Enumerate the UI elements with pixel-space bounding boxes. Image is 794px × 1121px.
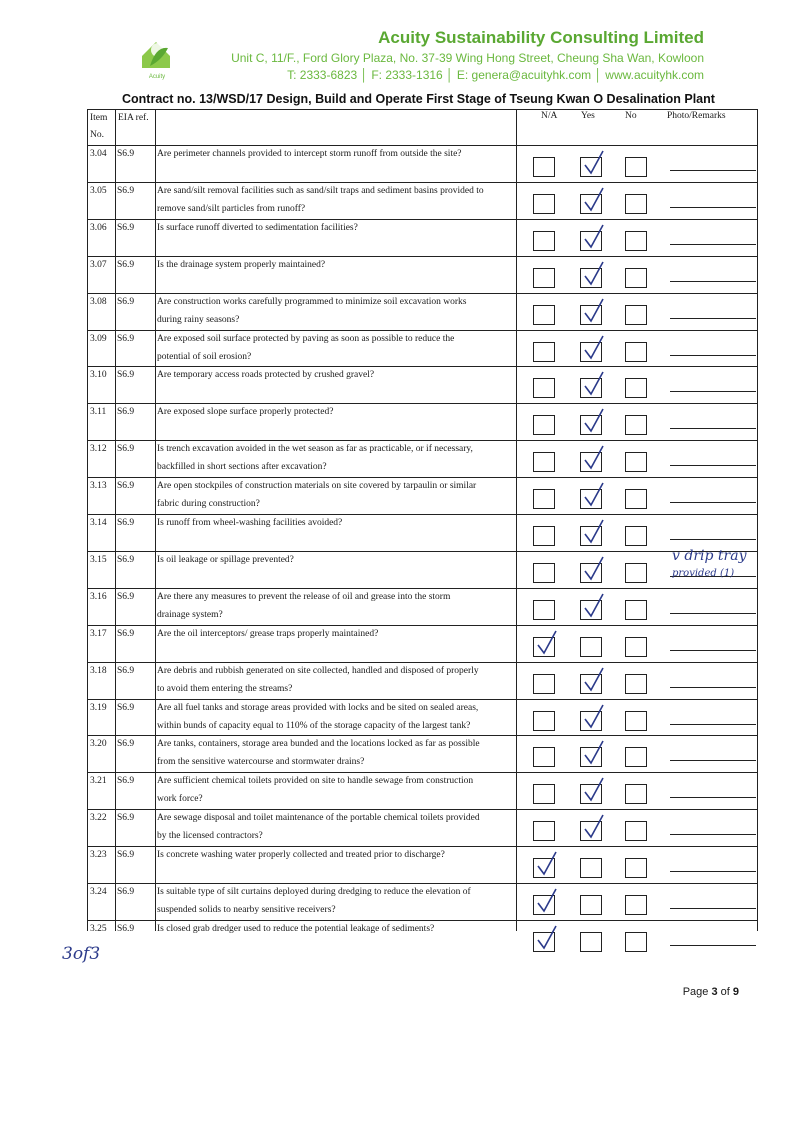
checkmark-icon — [581, 481, 607, 509]
item-number: 3.25 — [90, 923, 107, 934]
checkbox-no[interactable] — [625, 305, 647, 325]
remarks-line[interactable] — [670, 281, 756, 282]
company-contact: T: 2333-6823 │ F: 2333-1316 │ E: genera@acuityhk.com │ www.acuityhk.com — [287, 68, 704, 82]
contract-title: Contract no. 13/WSD/17 Design, Build and Operate First Stage of Tseung Kwan O Desalination Plant — [122, 92, 715, 106]
item-number: 3.21 — [90, 776, 107, 787]
eia-ref: S6.9 — [117, 333, 135, 344]
checkmark-icon — [581, 223, 607, 251]
checkbox-no[interactable] — [625, 157, 647, 177]
handwritten-page-note: 3of3 — [62, 944, 101, 964]
checkbox-na[interactable] — [533, 821, 555, 841]
checkbox-no[interactable] — [625, 415, 647, 435]
svg-text:Acuity: Acuity — [148, 74, 166, 80]
question-text: Are open stockpiles of construction materials on site covered by tarpaulin or similar — [157, 481, 477, 492]
remarks-line[interactable] — [670, 170, 756, 171]
table-row — [87, 735, 758, 772]
checkbox-no[interactable] — [625, 784, 647, 804]
question-text: Is runoff from wheel-washing facilities avoided? — [157, 518, 343, 528]
eia-ref: S6.9 — [117, 628, 135, 639]
checkbox-yes[interactable] — [580, 895, 602, 915]
checkbox-no[interactable] — [625, 600, 647, 620]
eia-ref: S6.9 — [117, 407, 135, 418]
remarks-line[interactable] — [670, 244, 756, 245]
remarks-line[interactable] — [670, 318, 756, 319]
question-text-cont: from the sensitive watercourse and stormwater drains? — [157, 757, 365, 768]
company-logo — [128, 26, 186, 82]
checkbox-no[interactable] — [625, 747, 647, 767]
checkmark-icon — [534, 629, 560, 657]
checkbox-no[interactable] — [625, 637, 647, 657]
remarks-line[interactable] — [670, 428, 756, 429]
item-number: 3.20 — [90, 739, 107, 750]
header-item: Item — [90, 113, 108, 123]
table-row — [87, 809, 758, 846]
remarks-line[interactable] — [670, 465, 756, 466]
checkmark-icon — [581, 666, 607, 694]
remarks-line[interactable] — [670, 650, 756, 651]
item-number: 3.12 — [90, 444, 107, 455]
checkbox-na[interactable] — [533, 378, 555, 398]
item-number: 3.09 — [90, 333, 107, 344]
table-row — [87, 256, 758, 293]
item-number: 3.24 — [90, 887, 107, 897]
table-row — [87, 366, 758, 403]
checkbox-no[interactable] — [625, 231, 647, 251]
question-text: Is concrete washing water properly collected and treated prior to discharge? — [157, 850, 445, 861]
remarks-line[interactable] — [670, 724, 756, 725]
checkbox-na[interactable] — [533, 489, 555, 509]
question-text: Is oil leakage or spillage prevented? — [157, 554, 294, 565]
item-number: 3.13 — [90, 481, 107, 492]
question-text: Is trench excavation avoided in the wet season as far as practicable, or if necessary, — [157, 444, 473, 455]
eia-ref: S6.9 — [117, 481, 135, 492]
checkbox-yes[interactable] — [580, 858, 602, 878]
checkmark-icon — [581, 518, 607, 546]
item-number: 3.19 — [90, 702, 107, 713]
remarks-line[interactable] — [670, 355, 756, 356]
table-row — [87, 772, 758, 809]
item-number: 3.23 — [90, 850, 107, 861]
item-number: 3.15 — [90, 554, 107, 565]
table-row — [87, 551, 758, 588]
checkbox-na[interactable] — [533, 711, 555, 731]
checkmark-icon — [581, 297, 607, 325]
table-row — [87, 219, 758, 256]
eia-ref: S6.9 — [117, 518, 135, 528]
item-number: 3.22 — [90, 813, 107, 824]
checkbox-no[interactable] — [625, 711, 647, 731]
checkbox-na[interactable] — [533, 342, 555, 362]
table-row — [87, 440, 758, 477]
remarks-line[interactable] — [670, 797, 756, 798]
eia-ref: S6.9 — [117, 222, 135, 233]
table-row — [87, 182, 758, 219]
table-row — [87, 883, 758, 920]
question-text: Are there any measures to prevent the release of oil and grease into the storm — [157, 591, 451, 602]
eia-ref: S6.9 — [117, 887, 135, 897]
header-yes: Yes — [581, 111, 595, 121]
checkbox-no[interactable] — [625, 895, 647, 915]
table-row — [87, 625, 758, 662]
header-remarks: Photo/Remarks — [667, 111, 726, 121]
eia-ref: S6.9 — [117, 185, 135, 196]
checkmark-icon — [581, 813, 607, 841]
question-text: Are sufficient chemical toilets provided on site to handle sewage from construction — [157, 776, 474, 787]
checkbox-na[interactable] — [533, 600, 555, 620]
checkbox-no[interactable] — [625, 674, 647, 694]
table-row — [87, 846, 758, 883]
item-number: 3.04 — [90, 149, 107, 159]
item-number: 3.18 — [90, 665, 107, 676]
checkbox-no[interactable] — [625, 452, 647, 472]
item-number: 3.08 — [90, 296, 107, 307]
table-row — [87, 145, 758, 182]
item-number: 3.17 — [90, 628, 107, 639]
checkmark-icon — [534, 924, 560, 952]
table-row — [87, 699, 758, 736]
remarks-line[interactable] — [670, 871, 756, 872]
question-text: Are debris and rubbish generated on site collected, handled and disposed of properly — [157, 665, 479, 676]
checkmark-icon — [581, 260, 607, 288]
checkmark-icon — [581, 186, 607, 214]
remarks-line[interactable] — [670, 687, 756, 688]
question-text: Are exposed slope surface properly protected? — [157, 407, 334, 418]
table-row — [87, 662, 758, 699]
checkbox-no[interactable] — [625, 378, 647, 398]
checkmark-icon — [534, 850, 560, 878]
checkbox-na[interactable] — [533, 231, 555, 251]
checkbox-na[interactable] — [533, 452, 555, 472]
checkbox-no[interactable] — [625, 342, 647, 362]
table-row — [87, 330, 758, 367]
question-text: Are all fuel tanks and storage areas provided with locks and be sited on sealed areas, — [157, 702, 479, 713]
eia-ref: S6.9 — [117, 739, 135, 750]
eia-ref: S6.9 — [117, 923, 135, 934]
question-text-cont: suspended solids to nearby sensitive receivers? — [157, 905, 336, 915]
remark-handwritten-line2: provided (1) — [672, 568, 735, 579]
question-text: Are temporary access roads protected by crushed gravel? — [157, 370, 375, 381]
checkbox-na[interactable] — [533, 563, 555, 583]
eia-ref: S6.9 — [117, 149, 135, 159]
header-no-col: No — [625, 111, 637, 121]
checkbox-no[interactable] — [625, 932, 647, 952]
checkmark-icon — [581, 444, 607, 472]
checkbox-na[interactable] — [533, 415, 555, 435]
checkbox-na[interactable] — [533, 747, 555, 767]
item-number: 3.07 — [90, 259, 107, 270]
eia-ref: S6.9 — [117, 813, 135, 824]
checkmark-icon — [581, 334, 607, 362]
item-number: 3.16 — [90, 591, 107, 602]
checkmark-icon — [581, 703, 607, 731]
question-text: Is surface runoff diverted to sedimentation facilities? — [157, 222, 358, 233]
checkmark-icon — [581, 555, 607, 583]
checkmark-icon — [581, 739, 607, 767]
question-text-cont: by the licensed contractors? — [157, 831, 263, 842]
eia-ref: S6.9 — [117, 370, 135, 381]
checkbox-na[interactable] — [533, 194, 555, 214]
checkmark-icon — [581, 149, 607, 177]
checkmark-icon — [581, 592, 607, 620]
page-number: Page 3 of 9 — [682, 986, 739, 998]
checkbox-na[interactable] — [533, 674, 555, 694]
eia-ref: S6.9 — [117, 665, 135, 676]
question-text-cont: fabric during construction? — [157, 499, 260, 510]
table-row — [87, 293, 758, 330]
checkmark-icon — [581, 370, 607, 398]
eia-ref: S6.9 — [117, 259, 135, 270]
checkbox-yes[interactable] — [580, 637, 602, 657]
item-number: 3.06 — [90, 222, 107, 233]
question-text: Are sand/silt removal facilities such as sand/silt traps and sediment basins provided to — [157, 185, 484, 196]
remarks-line[interactable] — [670, 207, 756, 208]
question-text: Are the oil interceptors/ grease traps properly maintained? — [157, 628, 379, 639]
remarks-line[interactable] — [670, 502, 756, 503]
item-number: 3.05 — [90, 185, 107, 196]
checkbox-no[interactable] — [625, 858, 647, 878]
question-text-cont: within bunds of capacity equal to 110% of the storage capacity of the largest tank? — [157, 720, 471, 731]
eia-ref: S6.9 — [117, 702, 135, 713]
table-row — [87, 920, 758, 957]
question-text-cont: drainage system? — [157, 609, 223, 620]
question-text: Are perimeter channels provided to intercept storm runoff from outside the site? — [157, 149, 462, 159]
remarks-line[interactable] — [670, 613, 756, 614]
remarks-line[interactable] — [670, 391, 756, 392]
remarks-line[interactable] — [670, 539, 756, 540]
item-number: 3.14 — [90, 518, 107, 528]
checkbox-no[interactable] — [625, 268, 647, 288]
table-row — [87, 514, 758, 551]
checklist-table — [87, 109, 758, 934]
checkbox-na[interactable] — [533, 268, 555, 288]
checkmark-icon — [581, 407, 607, 435]
checkbox-na[interactable] — [533, 305, 555, 325]
eia-ref: S6.9 — [117, 850, 135, 861]
company-name: Acuity Sustainability Consulting Limited — [378, 28, 704, 47]
question-text-cont: during rainy seasons? — [157, 314, 240, 325]
header-eia: EIA ref. — [118, 113, 149, 123]
question-text-cont: potential of soil erosion? — [157, 351, 252, 362]
question-text: Is suitable type of silt curtains deployed during dredging to reduce the elevation of — [157, 887, 471, 897]
question-text-cont: remove sand/silt particles from runoff? — [157, 203, 306, 214]
checkbox-no[interactable] — [625, 489, 647, 509]
checkbox-no[interactable] — [625, 194, 647, 214]
question-text-cont: backfilled in short sections after excavation? — [157, 462, 327, 473]
eia-ref: S6.9 — [117, 591, 135, 602]
remarks-line[interactable] — [670, 945, 756, 946]
table-row — [87, 477, 758, 514]
question-text: Is closed grab dredger used to reduce the potential leakage of sediments? — [157, 923, 435, 934]
remarks-line[interactable] — [670, 834, 756, 835]
eia-ref: S6.9 — [117, 444, 135, 455]
checkbox-yes[interactable] — [580, 932, 602, 952]
table-row — [87, 403, 758, 440]
eia-ref: S6.9 — [117, 776, 135, 787]
checkbox-no[interactable] — [625, 526, 647, 546]
eia-ref: S6.9 — [117, 296, 135, 307]
question-text: Are construction works carefully programmed to minimize soil excavation works — [157, 296, 467, 307]
table-row — [87, 588, 758, 625]
company-header — [231, 28, 704, 82]
checkbox-na[interactable] — [533, 784, 555, 804]
remark-handwritten-line1: v drip tray — [672, 548, 747, 564]
question-text: Are tanks, containers, storage area bunded and the locations locked as far as possible — [157, 739, 480, 750]
header-na: N/A — [541, 111, 558, 121]
item-number: 3.10 — [90, 370, 107, 381]
question-text-cont: work force? — [157, 794, 203, 805]
checkbox-na[interactable] — [533, 157, 555, 177]
question-text: Are sewage disposal and toilet maintenance of the portable chemical toilets provided — [157, 813, 480, 824]
question-text-cont: to avoid them entering the streams? — [157, 683, 293, 694]
eia-ref: S6.9 — [117, 554, 135, 565]
question-text: Are exposed soil surface protected by paving as soon as possible to reduce the — [157, 333, 455, 344]
remarks-line[interactable] — [670, 760, 756, 761]
checkbox-na[interactable] — [533, 526, 555, 546]
checkbox-no[interactable] — [625, 563, 647, 583]
header-no: No. — [90, 130, 104, 140]
checkmark-icon — [581, 776, 607, 804]
company-address: Unit C, 11/F., Ford Glory Plaza, No. 37-39 Wing Hong Street, Cheung Sha Wan, Kowloon — [231, 51, 704, 65]
question-text: Is the drainage system properly maintained? — [157, 259, 326, 270]
checkmark-icon — [534, 887, 560, 915]
item-number: 3.11 — [90, 407, 107, 418]
checkbox-no[interactable] — [625, 821, 647, 841]
remarks-line[interactable] — [670, 908, 756, 909]
